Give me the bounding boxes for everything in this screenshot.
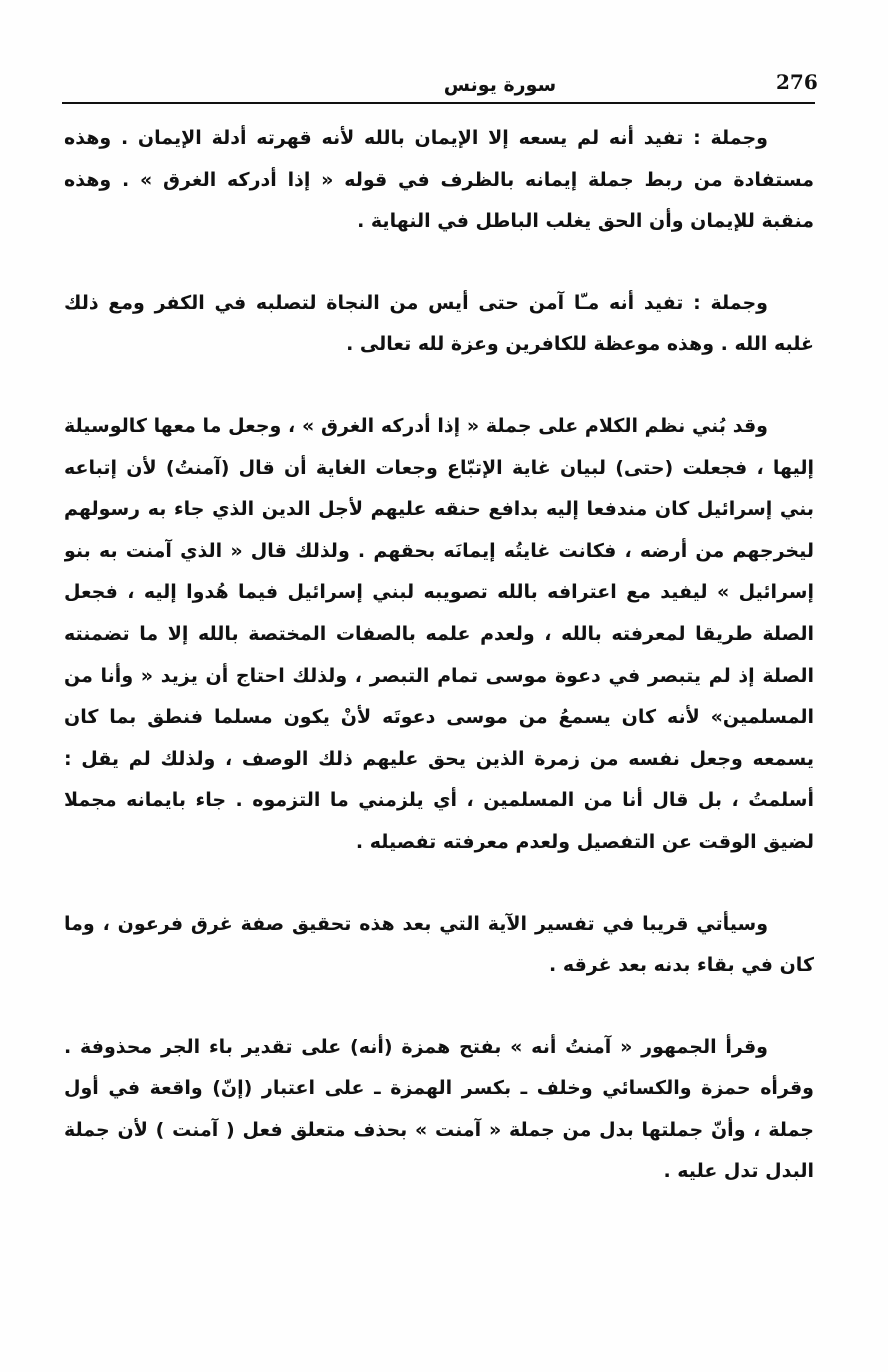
running-title: سورة يونس: [443, 74, 557, 96]
paragraph-2: وجملة : تفيد أنه مـّا آمن حتى أيس من النجاة لتصلبه في الكفر ومع ذلك غلبه الله . وهذه موعظة للكافرين وعزة لله تعالى .: [64, 291, 814, 356]
paragraph-3: وقد بُني نظم الكلام على جملة « إذا أدركه الغرق » ، وجعل ما معها كالوسيلة إليها ، فجعلت (حتى) لبيان غاية الإتبّاع وجعات الغاية أن قال (آمنتُ) لأن إتباعه بني إسرائيل كان مندفعا إليه بدافع حنقه عليهم لأجل الدين الذي جاء به رسولهم ليخرجهم من أرضه ، فكانت غايتُه إيمانَه بحقهم . ولذلك قال « الذي آمنت به بنو إسرائيل » ليفيد مع اعترافه بالله تصويبه لبني إسرائيل فيما هُدوا إليه ، فجعل الصلة طريقا لمعرفته بالله ، ولعدم علمه بالصفات المختصة بالله إلا ما تضمنته الصلة إذ لم يتبصر في دعوة موسى تمام التبصر ، ولذلك احتاج أن يزيد « وأنا من المسلمين» لأنه كان يسمعُ من موسى دعوتَه لأنْ يكون مسلما فنطق بما كان يسمعه وجعل نفسه من زمرة الذين يحق عليهم ذلك الوصف ، ولذلك لم يقل : أسلمتُ ، بل قال أنا من المسلمين ، أي يلزمني ما التزموه . جاء بايمانه مجملا لضيق الوقت عن التفصيل ولعدم معرفته تفصيله .: [64, 414, 814, 853]
page-number: 276: [776, 70, 818, 94]
page-body: [64, 118, 814, 1338]
paragraph-4: وسيأتي قريبا في تفسير الآية التي بعد هذه تحقيق صفة غرق فرعون ، وما كان في بقاء بدنه بعد غرقه .: [64, 912, 814, 977]
page-header: [64, 70, 816, 104]
paragraph-1: وجملة : تفيد أنه لم يسعه إلا الإيمان بالله لأنه قهرته أدلة الإيمان . وهذه مستفادة من ربط جملة إيمانه بالظرف في قوله « إذا أدركه الغرق » . وهذه منقبة للإيمان وأن الحق يغلب الباطل في النهاية .: [64, 127, 814, 233]
header-divider: [62, 102, 815, 104]
paragraph-5: وقرأ الجمهور « آمنتُ أنه » بفتح همزة (أنه) على تقدير باء الجر محذوفة . وقرأه حمزة والكسائي وخلف ـ بكسر الهمزة ـ على اعتبار (إنّ) واقعة في أول جملة ، وأنّ جملتها بدل من جملة « آمنت » بحذف متعلق فعل ( آمنت ) لأن جملة البدل تدل عليه .: [64, 1035, 814, 1183]
